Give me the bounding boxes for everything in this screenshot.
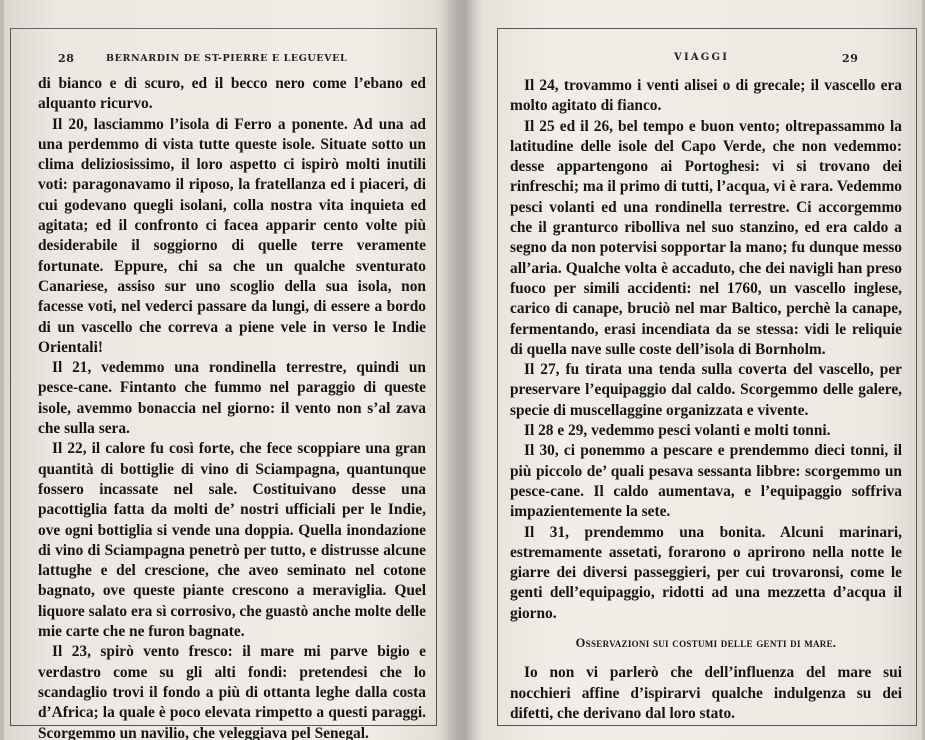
right-page-number: 29 — [842, 52, 859, 65]
paragraph: Il 24, trovammo i venti alisei o di grecale; il vascello era molto agitato di fianco. — [510, 77, 902, 115]
left-page-header — [58, 52, 408, 66]
left-page — [0, 0, 456, 740]
right-running-head: VIAGGI — [674, 52, 730, 63]
paragraph: Il 31, prendemmo una bonita. Alcuni marinari, estremamente assetati, forarono o aprirono nella notte le giarre dei diversi passeggieri, per cui trovaronsi, come le genti dell’equipaggio, ridotti ad una mezzetta d’acqua il giorno. — [510, 523, 902, 622]
paragraph: Il 30, ci ponemmo a pescare e prendemmo dieci tonni, il più piccolo de’ quali pesava sessanta libbre: scorgemmo un pesce-cane. Il caldo aumentava, e l’equipaggio soffriva impazientemente la sete. — [510, 442, 902, 521]
paragraph: Il 23, spirò vento fresco: il mare mi parve bigio e verdastro come su gli alti fondi: pretendesi che lo scandaglio trovi il fondo a più di ottanta leghe dalla costa d’Africa; la quale è poco elevata rimpetto a questi paraggi. Scorgemmo un navilio, che veleggiava pel Senegal. — [38, 643, 426, 740]
left-page-body — [38, 74, 426, 740]
section-title: Osservazioni sui costumi delle genti di mare. — [575, 636, 837, 651]
right-page-body — [510, 76, 902, 724]
right-page-header — [530, 52, 910, 66]
left-running-head: BERNARDIN DE ST-PIERRE E LEGUEVEL — [106, 53, 348, 64]
paragraph: Il 28 e 29, vedemmo pesci volanti e molti tonni. — [524, 422, 831, 440]
left-page-number: 28 — [58, 52, 75, 65]
paragraph: di bianco e di scuro, ed il becco nero come l’ebano ed alquanto ricurvo. — [38, 75, 426, 113]
paragraph: Il 25 ed il 26, bel tempo e buon vento; oltrepassammo la latitudine delle isole del Capo Verde, che non vedemmo: desse appartengono ai Portoghesi: vi si trovano dei rinfreschi; ma il primo di tutti, l’acqua, vi è rara. Vedemmo pesci volanti ed una rondinella terrestre. Ci accorgemmo che il granturco ribolliva nel suo stanzino, ed era caldo a segno da non potervisi sopportar la mano; fu dunque messo all’aria. Qualche volta è accaduto, che dei navigli han preso fuoco per simili accidenti: nel 1760, un vascello inglese, carico di canape, bruciò nel mar Baltico, perchè la canape, fermentando, erasi incendiata da se stessa: vidi le reliquie di quella nave sulle coste dell’isola di Bornholm. — [510, 117, 902, 358]
paragraph: Il 21, vedemmo una rondinella terrestre, quindi un pesce-cane. Fintanto che fummo nel paraggio di queste isole, avemmo bonaccia nel giorno: il vento non s’al zava che sulla sera. — [38, 359, 426, 438]
paragraph: Il 20, lasciammo l’isola di Ferro a ponente. Ad una ad una perdemmo di vista tutte queste isole. Situate sotto un clima deliziosissimo, il loro aspetto ci ispirò molti inutili voti: paragonavamo il riposo, la fratellanza ed i piaceri, di cui godevano quegli isolani, colla nostra vita inquieta ed agitata; ed il confronto ci facea apparir cento volte più desiderabile il soggiorno di quelle terre veramente fortunate. Eppure, chi sa che un qualche sventurato Canariese, assiso sur uno scoglio della sua isola, non facesse voti, nel vederci passare da lungi, di essere a bordo di un vascello che correva a piene vele in verso le Indie Orientali! — [38, 115, 426, 356]
right-page — [470, 0, 925, 740]
paragraph: Il 27, fu tirata una tenda sulla coverta del vascello, per preservare l’equipaggio dal caldo. Scorgemmo delle galere, specie di muscellaggine organizzata e vivente. — [510, 361, 902, 419]
paragraph: Il 22, il calore fu così forte, che fece scoppiare una gran quantità di bottiglie di vino di Sciampagna, quantunque fossero incassate nel sale. Costituivano desse una pacottiglia fatta da molti de’ nostri ufficiali per le Indie, ove ogni bottiglia si vende una doppia. Quella inondazione di vino di Sciampagna penetrò per tutto, e distrusse alcune lattughe e del crescione, che aveo seminato nel cotone bagnato, ove queste piante crescono a meraviglia. Quel liquore salato era sì corrosivo, che guastò anche molte delle mie carte che ne furon bagnate. — [38, 440, 426, 641]
paragraph: Io non vi parlerò che dell’influenza del mare sui nocchieri affine d’ispirarvi qualche indulgenza su dei difetti, che derivano dal loro stato. — [510, 664, 902, 722]
